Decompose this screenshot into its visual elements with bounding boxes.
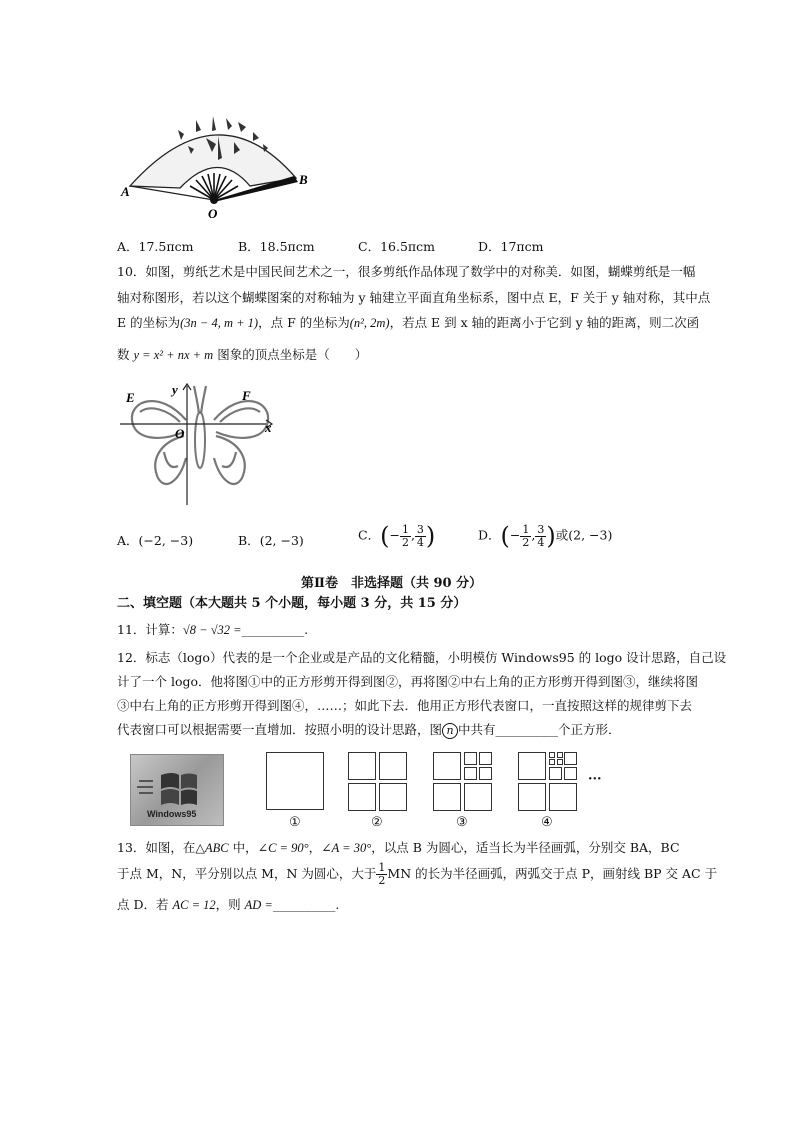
fig4-square — [564, 767, 577, 780]
q11-prefix: 11．计算： — [117, 622, 183, 637]
fig-label-3: ③ — [456, 815, 468, 830]
denominator: 2 — [401, 535, 409, 549]
q13-line-1-a: 13．如图，在△ — [117, 840, 206, 855]
fan-figure — [118, 108, 323, 223]
q10-option-b-label: B． — [238, 533, 260, 548]
fraction — [415, 524, 426, 549]
fig2-square — [379, 752, 407, 780]
fig4-square — [557, 759, 563, 765]
fig3-square — [479, 752, 492, 765]
left-paren: ( — [500, 522, 510, 550]
q10-option-d-label: D． — [478, 527, 501, 543]
q13-triangle: ABC — [205, 841, 229, 855]
fig4-square — [549, 752, 555, 758]
q11-expression: √8 − √32 = — [182, 623, 242, 637]
butterfly-point-e: E — [126, 390, 135, 405]
fig3-square — [464, 767, 477, 780]
circled-n: n — [442, 723, 458, 739]
fan-point-a: A — [121, 184, 130, 199]
q9-option-a: A．17.5πcm — [117, 239, 194, 254]
q10-line-4-a: 数 — [117, 347, 134, 362]
q12-line-1: 12．标志（logo）代表的是一个企业或是产品的文化精髓，小明模仿 Windows95 的 logo 设计思路，自己设 — [117, 650, 727, 665]
q13-line-3-c: ，则 — [215, 897, 245, 912]
butterfly-origin-o: O — [175, 426, 185, 441]
fig4-square — [549, 783, 577, 811]
q10-line-3-b: ，点 F 的坐标为 — [258, 315, 350, 330]
fig4-square — [549, 759, 555, 765]
q10-point-e-coord: (3n − 4, m + 1) — [180, 316, 259, 330]
q10-option-a-label: A． — [117, 533, 139, 548]
ellipsis: ··· — [588, 772, 602, 787]
denominator: 4 — [537, 535, 545, 549]
q11-end: . — [304, 622, 309, 637]
fraction — [400, 524, 411, 549]
q12-line-4-a: 代表窗口可以根据需要一直增加．按照小明的设计思路，图 — [117, 722, 443, 737]
fraction — [535, 524, 546, 549]
fan-point-o: O — [208, 206, 218, 221]
fig1-square — [266, 752, 324, 810]
butterfly-point-f: F — [242, 388, 251, 403]
fan-point-b: B — [299, 172, 308, 187]
fig3-square — [464, 752, 477, 765]
butterfly-axis-y: y — [172, 382, 178, 397]
q11-blank: __________ — [241, 622, 305, 637]
q10-line-4-b: 图象的顶点坐标是（ ） — [213, 347, 368, 362]
butterfly-axis-x: x — [265, 420, 272, 435]
q9-option-d: D．17πcm — [478, 239, 544, 254]
fig4-square — [557, 752, 563, 758]
q13-ad: AD = — [244, 898, 273, 912]
numerator: 3 — [537, 522, 545, 536]
q10-option-a-value: (−2, −3) — [138, 533, 194, 548]
fig-label-4: ④ — [541, 815, 553, 830]
left-paren: ( — [380, 522, 390, 550]
section-title: 第Ⅱ卷 非选择题（共 90 分） — [301, 576, 483, 591]
q12-line-4-c: 个正方形． — [558, 722, 621, 737]
q10-point-f-coord: (n², 2m) — [349, 316, 390, 330]
q13-line-3-a: 点 D．若 — [117, 897, 173, 912]
q9-option-c: C．16.5πcm — [358, 239, 435, 254]
q10-line-3 — [117, 313, 699, 331]
fig-label-1: ① — [289, 815, 301, 830]
q9-option-b: B．18.5πcm — [238, 239, 315, 254]
q13-line-3-e: . — [335, 897, 340, 912]
fig4-square — [564, 752, 577, 765]
fig-label-2: ② — [371, 815, 383, 830]
q12-line-4 — [117, 720, 621, 739]
q13-angle-a: ∠A = 30° — [321, 841, 372, 855]
fig4-square — [549, 767, 562, 780]
q11 — [117, 620, 308, 638]
fig2-square — [379, 783, 407, 811]
q13-line-1 — [117, 838, 680, 856]
q13-line-1-b: 中， — [228, 840, 258, 855]
butterfly-figure — [120, 380, 280, 505]
numerator: 3 — [416, 522, 424, 536]
q13-line-2 — [117, 862, 717, 887]
q10-option-d: D．(− $\frac{1}{2}$ , $\frac{3}{4}$ )或(2, −3) — [478, 522, 613, 550]
q10-line-3-c: ，若点 E 到 x 轴的距离小于它到 y 轴的距离，则二次函 — [389, 315, 700, 330]
q10-option-d-or: 或 — [555, 527, 569, 543]
q13-angle-c: ∠C = 90° — [257, 841, 309, 855]
q12-blank: __________ — [495, 722, 559, 737]
denominator: 2 — [378, 874, 386, 887]
q10-option-b — [238, 531, 304, 549]
fig2-square — [348, 752, 376, 780]
right-paren: ) — [425, 522, 436, 550]
denominator: 4 — [416, 535, 424, 549]
fig3-square — [464, 783, 492, 811]
q10-line-4 — [117, 345, 367, 363]
q13-line-1-f: ，以点 B 为圆心，适当长为半径画弧，分别交 BA，BC — [371, 840, 680, 855]
q10-line-1: 10．如图，剪纸艺术是中国民间艺术之一，很多剪纸作品体现了数学中的对称美．如图，蝴蝶剪纸是一幅 — [117, 264, 696, 279]
q12-line-4-b: 中共有 — [458, 722, 496, 737]
q10-option-a — [117, 531, 193, 549]
denominator: 2 — [522, 535, 530, 549]
q10-option-c: C．(− $\frac{1}{2}$ , $\frac{3}{4}$ ) — [358, 522, 436, 550]
q10-option-d-value2: (2, −3) — [568, 527, 613, 543]
fraction-half — [376, 862, 387, 887]
numerator: 1 — [401, 522, 409, 536]
q13-blank: __________ — [272, 897, 336, 912]
part2-title: 二、填空题（本大题共 5 个小题，每小题 3 分，共 15 分） — [117, 596, 467, 611]
q10-option-b-value: (2, −3) — [259, 533, 304, 548]
fig3-square — [479, 767, 492, 780]
q12-line-3: ③中右上角的正方形剪开得到图④，……；如此下去．他用正方形代表窗口，一直按照这样的规律剪下去 — [117, 698, 693, 713]
numerator: 1 — [378, 861, 386, 874]
right-paren: ) — [546, 522, 556, 550]
q13-line-1-d: ， — [308, 840, 322, 855]
windows-logo-image — [130, 754, 224, 826]
windows-logo-text: Windows95 — [147, 809, 197, 819]
fig2-square — [348, 783, 376, 811]
q12-line-2: 计了一个 logo．他将图①中的正方形剪开得到图②，再将图②中右上角的正方形剪开得到图③，继续将图 — [117, 674, 699, 689]
fig4-square — [518, 752, 546, 780]
q10-option-c-label: C． — [358, 527, 381, 543]
q13-line-2-a: 于点 M，N，平分别以点 M，N 为圆心，大于 — [117, 866, 377, 881]
fig4-square — [518, 783, 546, 811]
q10-line-3-a: E 的坐标为 — [117, 315, 181, 330]
q10-equation: y = x² + nx + m — [133, 348, 214, 362]
q10-line-2: 轴对称图形，若以这个蝴蝶图案的对称轴为 y 轴建立平面直角坐标系，图中点 E，F 关于 y 轴对称，其中点 — [117, 290, 711, 305]
numerator: 1 — [522, 522, 530, 536]
q13-line-3 — [117, 895, 339, 913]
fig3-square — [433, 783, 461, 811]
q13-ac: AC = 12 — [172, 898, 216, 912]
fraction — [520, 524, 531, 549]
q13-line-2-b: MN 的长为半径画弧，两弧交于点 P，画射线 BP 交 AC 于 — [387, 866, 718, 881]
fig3-square — [433, 752, 461, 780]
